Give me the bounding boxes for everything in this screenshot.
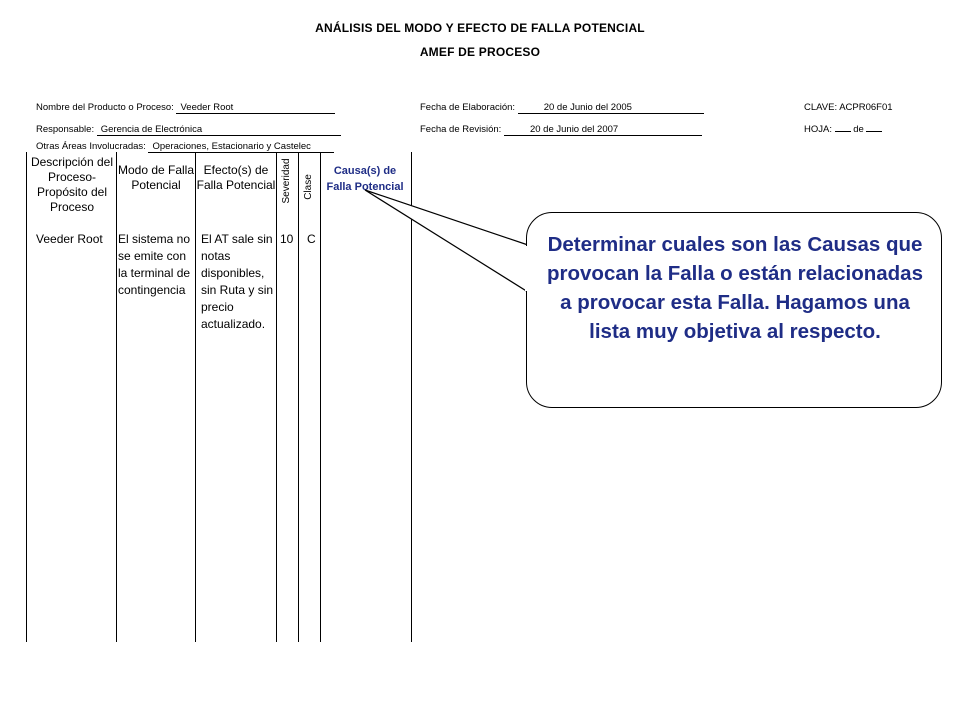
column-header-modo: Modo de Falla Potencial [117,163,195,192]
callout-joint [525,246,529,291]
cell-severidad: 10 [280,232,294,246]
product-value: Veeder Root [176,102,335,114]
responsible-label: Responsable: [36,124,95,135]
revision-date-value: 20 de Junio del 2007 [504,124,702,136]
other-areas-value: Operaciones, Estacionario y Castelec [148,141,334,153]
clave-label: CLAVE: [804,102,838,113]
cell-modo: El sistema no se emite con la terminal de contingencia [118,232,191,297]
cell-clase: C [307,232,316,246]
elaboration-date-value: 20 de Junio del 2005 [518,102,704,114]
column-header-severidad: Severidad [281,158,292,204]
other-areas-label: Otras Áreas Involucradas: [36,141,146,152]
revision-date-label: Fecha de Revisión: [420,124,502,135]
column-header-clase: Clase [303,174,314,200]
document-subtitle: AMEF DE PROCESO [419,45,541,59]
clave-value: ACPR06F01 [839,102,893,113]
hoja-label: HOJA: [804,124,832,135]
product-label: Nombre del Producto o Proceso: [36,102,174,113]
column-header-descripcion: Descripción del Proceso- Propósito del Proceso [30,155,114,214]
hoja-de-label: de [853,124,864,135]
cell-descripcion: Veeder Root [36,232,103,246]
callout-text: Determinar cuales son las Causas que provocan la Falla o están relacionadas a provocar esta Falla. Hagamos una lista muy objetiva al respecto. [547,233,923,343]
column-header-efecto: Efecto(s) de Falla Potencial [196,163,276,192]
document-title: ANÁLISIS DEL MODO Y EFECTO DE FALLA POTENCIAL [315,21,645,35]
cell-efecto: El AT sale sin notas disponibles, sin Ruta y sin precio actualizado. [201,232,274,331]
responsible-value: Gerencia de Electrónica [97,124,341,136]
elaboration-date-label: Fecha de Elaboración: [420,102,516,113]
column-header-causa: Causa(s) de Falla Potencial [326,165,404,193]
